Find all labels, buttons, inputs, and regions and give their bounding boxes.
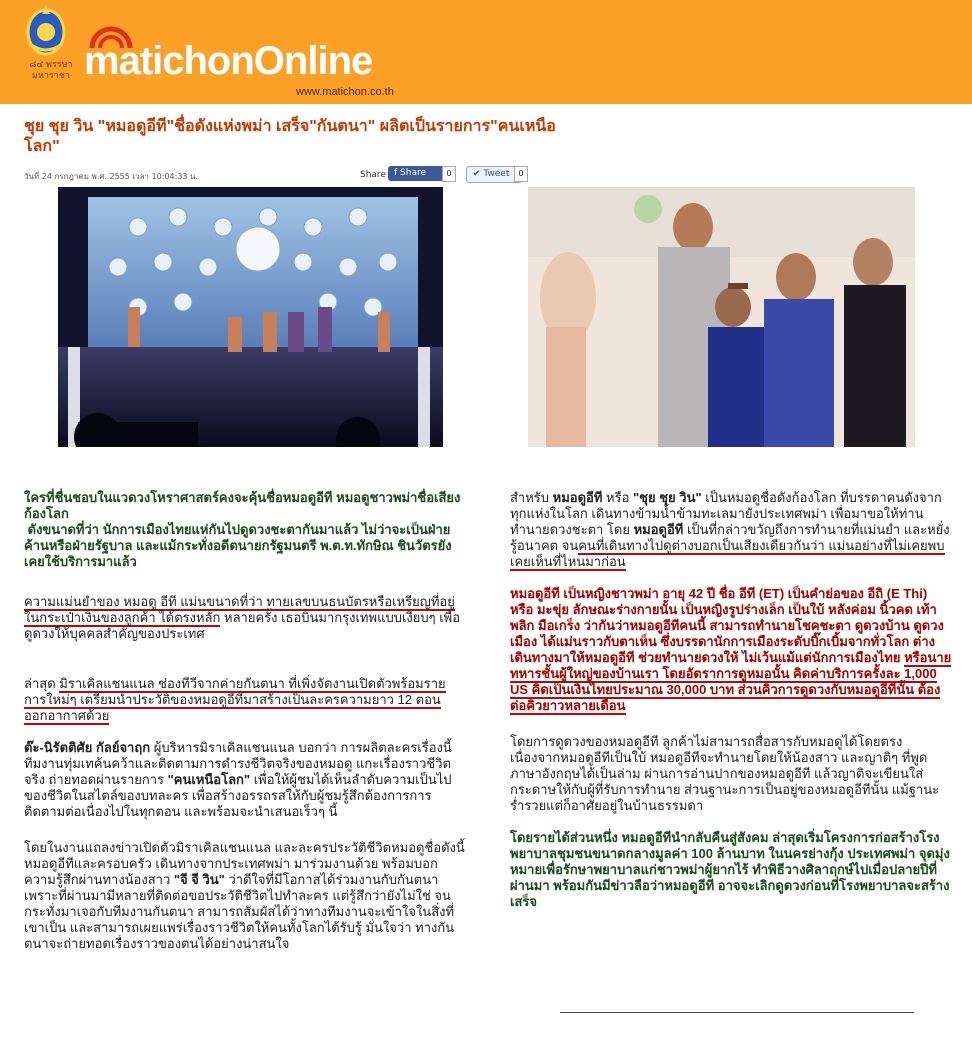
paragraph-text: โดยการดูดวงของหมอดูอีที ลูกค้าไม่สามารถสื่อสารกับหมอดูได้โดยตรง เนื่องจากหมอดูอีทีเป็นใบ้ หมอดูอีทีจะทำนายโดยให้น้องสาว และญาติๆ ที่พูดภาษาอังกฤษได้เป็นล่าม ผ่านการอ่านปากของหมอดูอีที แล้วญาติจะเขียนใส่กระดาษให้กับผู้ที่รับการทำนาย ส่วนฐานะการเป็นอยู่ของหมอดูอีทีนั้น แม้ฐานะร่ำรวยแต่ก็อาศัยอยู่ในบ้านธรรมดา	[510, 734, 940, 813]
article-right-column	[510, 490, 952, 926]
closing-text: โดยรายได้ส่วนหนึ่ง หมอดูอีทีนำกลับคืนสู่สังคม ล่าสุดเริ่มโครงการก่อสร้างโรงพยาบาลชุมชนขนาดกลางมูลค่า 100 ล้านบาท ในนครย่างกุ้ง ประเทศพม่า จุดมุ่งหมายเพื่อรักษาพยาบาลแก่ชาวพม่าผู้ยากไร้ ทำพิธีวางศิลาฤกษ์ไปเมื่อปลายปีที่ผ่านมา พร้อมกันมีข่าวลือว่าหมอดูอีที อาจจะเลิกดูดวงก่อนที่โรงพยาบาลจะสร้างเสร็จ	[510, 830, 950, 909]
paragraph-text: เป็นที่กล่าวขวัญถึงการทำนายที่แม่นยำ และหยั่งรู้อนาคต จน	[510, 522, 950, 553]
seal-caption	[22, 60, 80, 82]
paragraph-text: โดยในงานแถลงข่าวเปิดตัวมิราเคิลแชนแนล และละครประวัติชีวิตหมอดูชื่อดังนี้ หมอดูอีทีและครอบครัว เดินทางจากประเทศพม่า มาร่วมงานด้วย พร้อมบอกความรู้สึกผ่านทางน้องสาว	[24, 840, 465, 887]
facebook-share-label: Share	[400, 168, 427, 178]
paragraph-text: ผู้บริหารมิราเคิลแชนแนล บอกว่า การผลิตละครเรื่องนี้ ทีมงานทุ่มเทค้นคว้าและติดตามการดำรงชีวิตจริงของหมอดู แกะเรื่องราวชีวิตจริง ถ่ายทอดผ่านรายการ	[24, 740, 452, 787]
article-left-column	[24, 490, 466, 968]
underlined-text: มิราเคิลแชนแนล ช่องทีวีจากค่ายกันตนา ที่เพิ่งจัดงานเปิดตัวพร้อมรายการใหม่ๆ เตรียมนำประวัติของหมอดูอีทีมาสร้างเป็นละครความยาว 12 ตอน ออกอากาศด้วย	[24, 676, 446, 723]
fortune-teller-name: หมอดูอีที	[552, 490, 603, 505]
article-paragraph	[24, 594, 466, 642]
underlined-text: ความแม่นยำของ หมอดู อีที แม่นขนาดที่ว่า ทายเลขบนธนบัตรหรือเหรียญที่อยู่ในกระเป๋าเงินของลูกค้า ได้ตรงหลัก	[24, 594, 455, 625]
underlined-text: หรือนายทหารชั้นผู้ใหญ่ของบ้านเรา โดยอัตราการดูหมอนั้น คิดค่าบริการครั้งละ 1,000 US คิดเป็นเงินไทยประมาณ 30,000 บาท ส่วนคิวการดูดวงกับหมอดูอีทีนั้น ต้องต่อคิวยาวหลายเดือน	[510, 650, 952, 713]
article-closing-paragraph	[510, 830, 952, 910]
article-highlight-paragraph	[510, 586, 952, 714]
highlight-text: หมอดูอีที เป็นหญิงชาวพม่า อายุ 42 ปี ชื่อ อีที (ET) เป็นคำย่อของ อีถิ (E Thi) หรือ มะขุ่ย ลักษณะร่างกายนั้น เป็นหญิงรูปร่างเล็ก เป็นใบ้ หลังค่อม นิ้วคด เท้าพลิก มือเกร็ง ว่ากันว่าหมอดูอีทีคนนี้ สามารถทำนายโชคชะตา ดูดวงบ้าน ดูดวงเมือง ได้แม่นราวกับตาเห็น ซึ่งบรรดานักการเมืองระดับบิ๊กเบิ้มจากทั่วโลก ต่างเดินทางมาให้หมอดูอีที ช่วยทำนายดวงให้ ไม่เว้นแม้แต่นักการเมืองไทย	[510, 586, 944, 665]
paragraph-text: ล่าสุด	[24, 676, 60, 691]
article-paragraph	[510, 734, 952, 814]
article-paragraph	[24, 676, 466, 724]
show-title: "คนเหนือโลก"	[167, 772, 251, 787]
article-lead	[24, 490, 466, 570]
royal-seal-icon	[22, 4, 70, 60]
facebook-share-button[interactable]	[388, 166, 448, 181]
sister-name: "จี จี วิน"	[173, 872, 225, 887]
article-date: วันที่ 24 กรกฎาคม พ.ศ. 2555 เวลา 10:04:33 น.	[24, 172, 199, 181]
tweet-label: Tweet	[483, 169, 510, 179]
lead-line: ใครที่ชื่นชอบในแวดวงโหราศาสตร์คงจะคุ้นชื่อหมอดูอีที หมอดูชาวพม่าชื่อเสียงก้องโลก	[24, 490, 461, 521]
paragraph-text: หรือ	[602, 490, 634, 505]
site-url[interactable]: www.matichon.co.th	[296, 86, 394, 98]
article-headline: ชุย ชุย วิน "หมอดูอีที"ชื่อดังแห่งพม่า เสร็จ"กันตนา" ผลิตเป็นรายการ"คนเหนือโลก"	[24, 118, 556, 155]
family-group-photo	[528, 187, 915, 447]
article-paragraph	[24, 840, 466, 952]
site-logo[interactable]: matichonOnline	[84, 39, 373, 83]
seal-caption-line: ๘๔ พรรษา	[29, 60, 73, 70]
paragraph-text: สำหรับ	[510, 490, 553, 505]
fortune-teller-alias: "ชุย ชุย วิน"	[633, 490, 702, 505]
lead-line: ดังขนาดที่ว่า นักการเมืองไทยแห่กันไปดูดวงชะตากันมาแล้ว ไม่ว่าจะเป็นฝ่ายค้านหรือฝ่ายรัฐบาล และแม้กระทั่งอดีตนายกรัฐมนตรี พ.ต.ท.ทักษิณ ชินวัตรยังเคยใช้บริการมาแล้ว	[24, 522, 452, 569]
article-end-divider	[560, 1012, 914, 1013]
underlined-text: คนที่เดินทางไปดูต่างบอกเป็นเสียงเดียวกันว่า แม่นอย่างที่ไม่เคยพบเคยเห็นที่ไหนมาก่อน	[510, 538, 945, 569]
fortune-teller-name: หมอดูอีที	[633, 522, 684, 537]
tweet-count: 0	[514, 166, 528, 182]
article-paragraph	[24, 740, 466, 820]
group-portrait-illustration	[528, 187, 915, 447]
seal-caption-line: มหาราชา	[32, 71, 70, 81]
paragraph-text: เพื่อให้ผู้ชมได้เห็นลำดับความเป็นไปของชีวิตในสไตล์ของบทละคร เพื่อสร้างอรรถรสให้กับผู้ชมรู้สึกต้องการการติดตามต่อเนื่องไปในทุกตอน และพร้อมจะนำเสนอเร็วๆ นี้	[24, 772, 452, 819]
article-paragraph	[510, 490, 952, 570]
share-label: Share	[360, 170, 386, 180]
executive-name: ต๊ะ-นิรัตติศัย กัลย์จาฤก	[24, 740, 151, 755]
facebook-icon: f	[394, 168, 401, 178]
stage-scene-illustration	[58, 187, 443, 447]
paragraph-text: เป็นหมอดูชื่อดังก้องโลก ที่บรรดาคนดังจากทุกแห่งในโลก เดินทางข้ามน้ำข้ามทะเลมายังประเทศพม่า เพื่อมาขอให้ท่านทำนายดวงชะตา โดย	[510, 490, 942, 537]
paragraph-text: ว่าดีใจที่มีโอกาสได้ร่วมงานกับกันตนา เพราะที่ผ่านมามีหลายที่ติดต่อขอประวัติชีวิตไปทำละคร แต่รู้สึกว่ายังไม่ใช่ จนกระทั่งมาเจอกับทีมงานกันตนา สามารถสัมผัสได้ว่าทางทีมงานจะเข้าใจในสิ่งที่เขาเป็น และสามารถเผยแพร่เรื่องราวชีวิตให้คนทั้งโลกได้รับรู้ มั่นใจว่า ทางกันตนาจะถ่ายทอดเรื่องราวของตนได้อย่างน่าสนใจ	[24, 872, 455, 951]
site-header	[0, 0, 972, 104]
facebook-share-count: 0	[442, 166, 456, 182]
paragraph-text: หลายครั้ง เธอบินมากรุงเทพแบบเงียบๆ เพื่อดูดวงให้บุคคลสำคัญของประเทศ	[24, 610, 461, 641]
press-event-photo	[58, 187, 443, 447]
twitter-bird-icon: ✔	[473, 169, 484, 179]
